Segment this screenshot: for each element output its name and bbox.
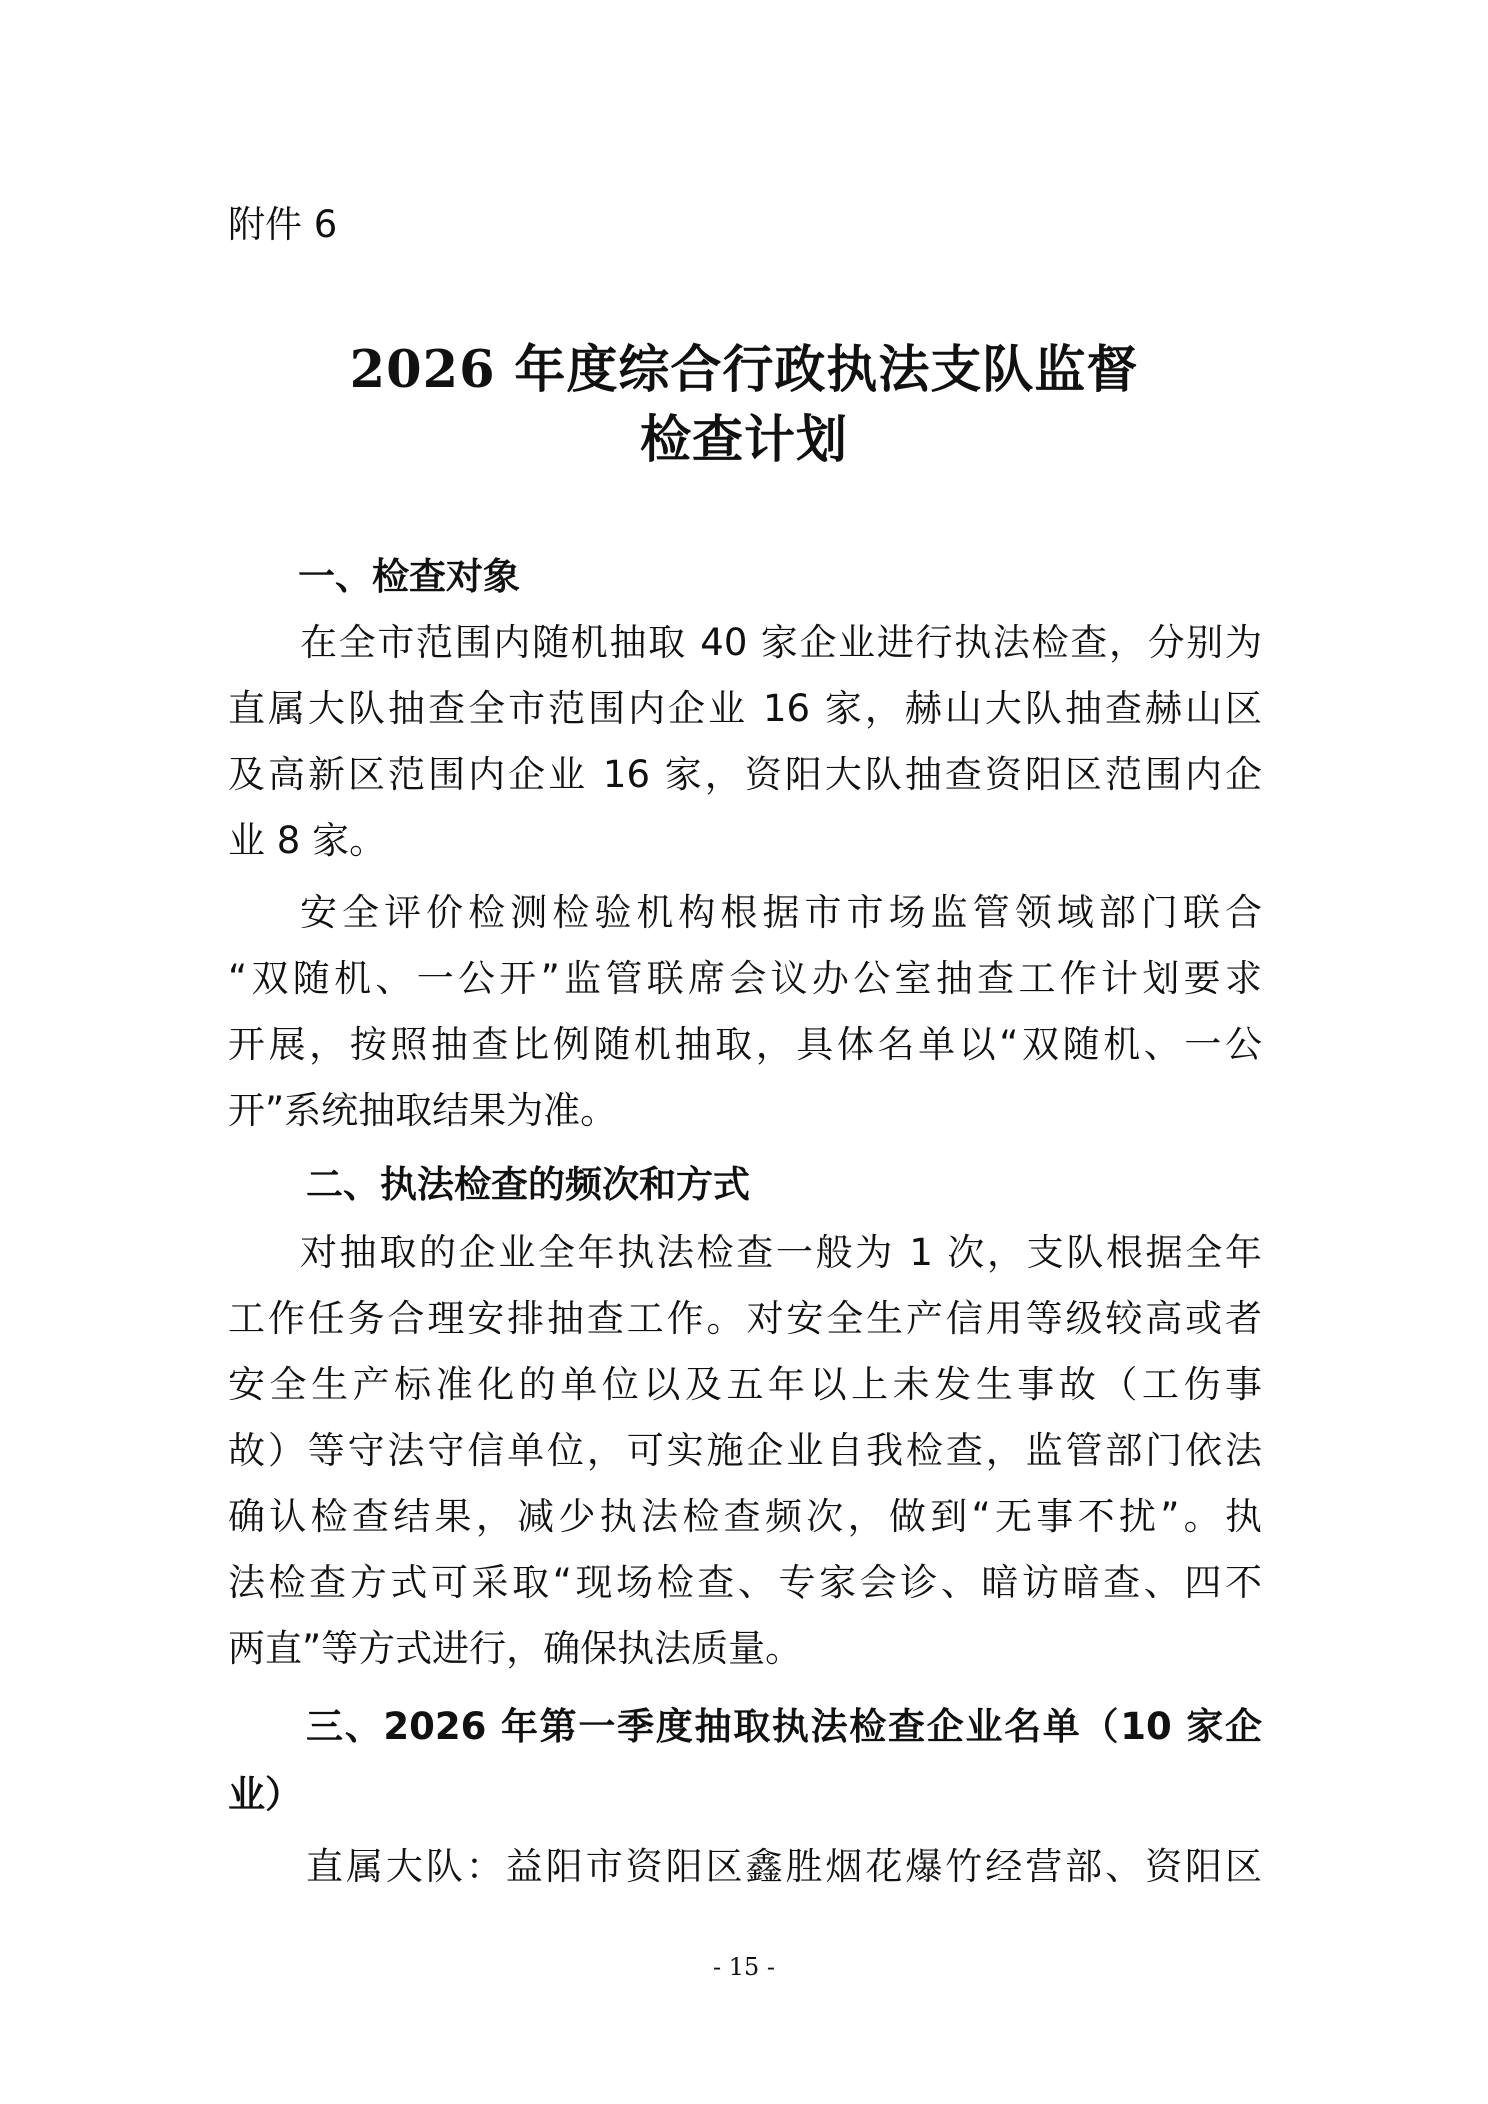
paragraph-line: 直属大队抽查全市范围内企业 16 家，赫山大队抽查赫山区 [228,687,1262,730]
paragraph-line: 安全生产标准化的单位以及五年以上未发生事故（工伤事 [228,1363,1262,1406]
paragraph-line: 安全评价检测检验机构根据市市场监管领域部门联合 [300,891,1262,934]
section-1-heading: 一、检查对象 [298,555,520,598]
page-number: - 15 - [712,1953,775,1981]
document-title-line-1: 2026 年度综合行政执法支队监督 [349,340,1139,400]
paragraph-line: 及高新区范围内企业 16 家，资阳大队抽查资阳区范围内企 [228,753,1262,796]
paragraph-line: 直属大队：益阳市资阳区鑫胜烟花爆竹经营部、资阳区 [306,1845,1262,1888]
section-3-heading: 三、2026 年第一季度抽取执法检查企业名单（10 家企 [306,1705,1262,1748]
paragraph-line: 故）等守法守信单位，可实施企业自我检查，监管部门依法 [228,1429,1262,1472]
attachment-label: 附件 6 [228,203,338,246]
paragraph-line: 在全市范围内随机抽取 40 家企业进行执法检查，分别为 [300,621,1262,664]
paragraph-line: 开”系统抽取结果为准。 [228,1089,618,1132]
paragraph-line: 开展，按照抽查比例随机抽取，具体名单以“双随机、一公 [228,1023,1262,1066]
paragraph-line: 法检查方式可采取“现场检查、专家会诊、暗访暗查、四不 [228,1561,1262,1604]
paragraph-line: 业 8 家。 [228,819,387,862]
paragraph-line: 确认检查结果，减少执法检查频次，做到“无事不扰”。执 [228,1495,1262,1538]
paragraph-line: 工作任务合理安排抽查工作。对安全生产信用等级较高或者 [228,1297,1262,1340]
paragraph-line: 两直”等方式进行，确保执法质量。 [228,1627,803,1670]
paragraph-line: 对抽取的企业全年执法检查一般为 1 次，支队根据全年 [300,1231,1262,1274]
section-3-heading-cont: 业） [228,1773,302,1816]
paragraph-line: “双随机、一公开”监管联席会议办公室抽查工作计划要求 [228,957,1262,1000]
document-title-line-2: 检查计划 [639,410,848,470]
section-2-heading: 二、执法检查的频次和方式 [306,1163,750,1206]
